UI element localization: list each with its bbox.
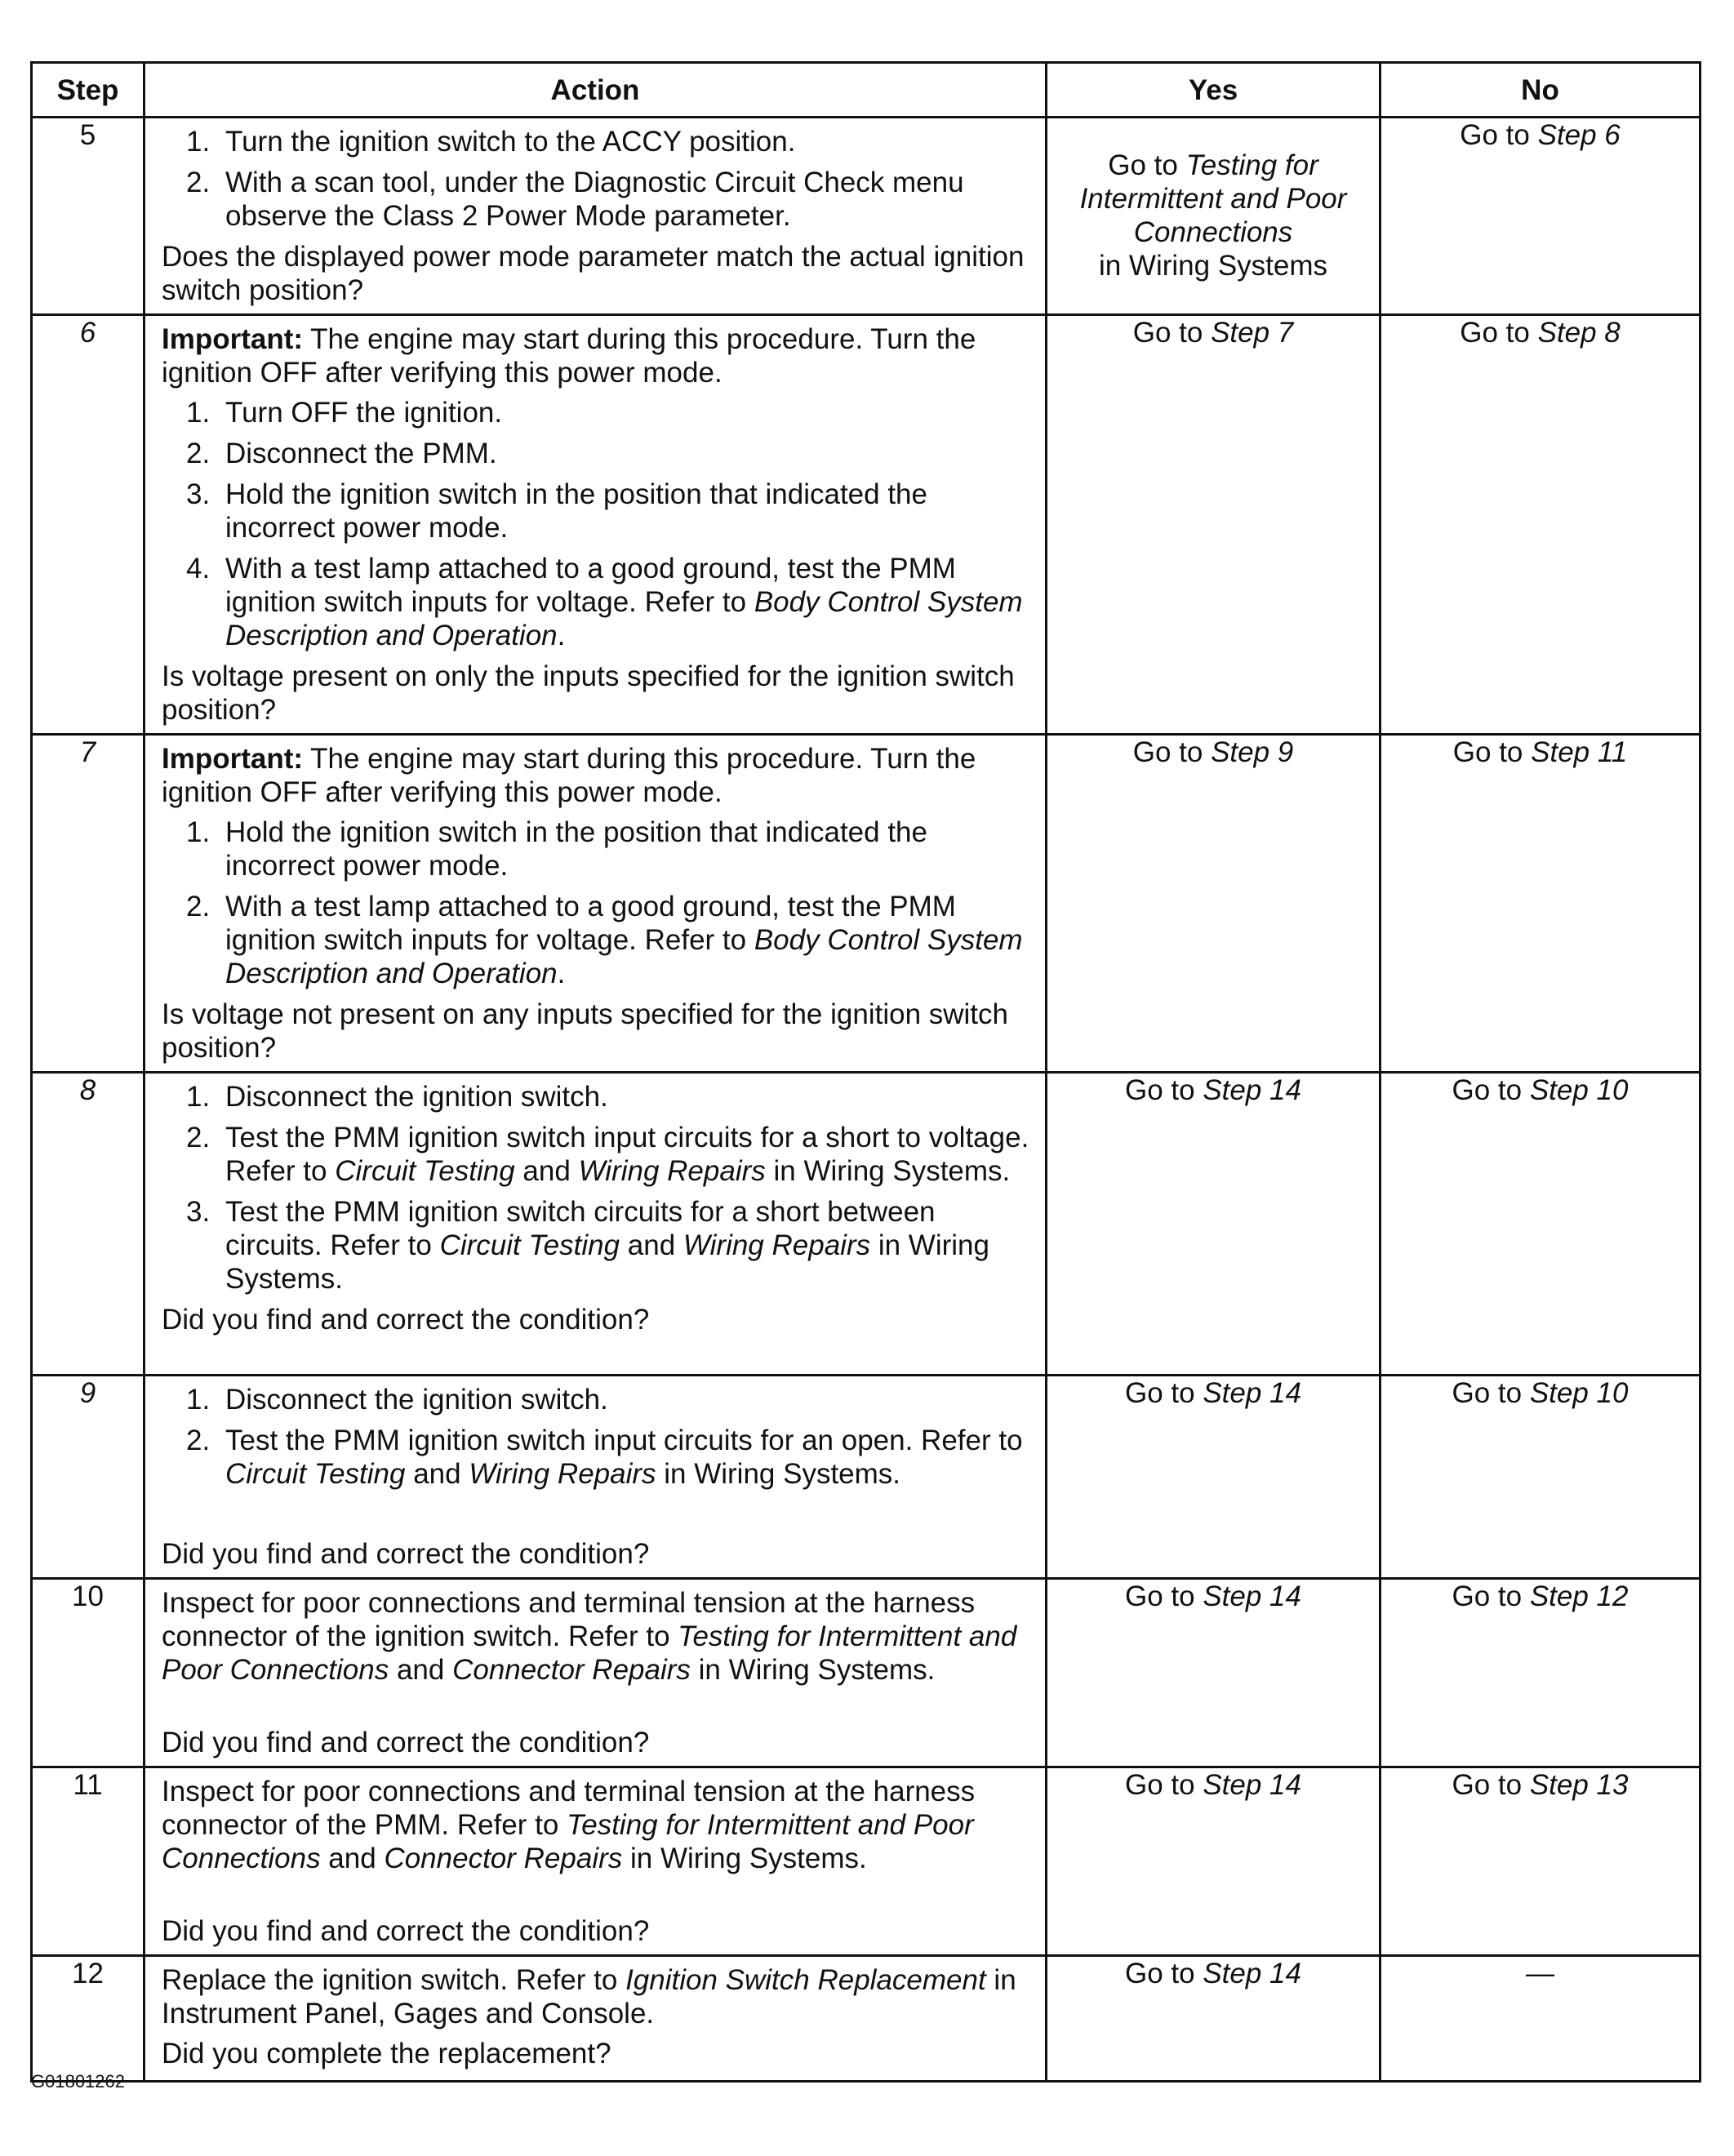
no-cell[interactable]: Go to Step 6	[1381, 118, 1701, 315]
yes-link: Step 9	[1211, 736, 1294, 768]
reference-link[interactable]: Circuit Testing	[439, 1229, 620, 1261]
yes-cell[interactable]: Go to Step 14	[1047, 1767, 1381, 1956]
yes-cell[interactable]: Go to Step 14	[1047, 1073, 1381, 1376]
action-list	[162, 1383, 1034, 1491]
step-number: 8	[32, 1073, 144, 1376]
important-note: Important: The engine may start during this procedure. Turn the ignition OFF after verifying this power mode.	[162, 743, 976, 808]
table-row	[32, 1376, 1701, 1579]
yes-cell[interactable]: Go to Step 7	[1047, 315, 1381, 735]
list-item: 3. Test the PMM ignition switch circuits for a short between circuits. Refer to Circuit Testing and Wiring Repairs in Wiring Systems.	[186, 1196, 989, 1295]
yes-cell[interactable]: Go to Step 14	[1047, 1376, 1381, 1579]
reference-link[interactable]: Body Control System Description and Operation	[225, 586, 1023, 651]
action-text: Replace the ignition switch. Refer to Ignition Switch Replacement in Instrument Panel, Gages and Console.	[162, 1964, 1016, 2029]
reference-link[interactable]: Ignition Switch Replacement	[625, 1964, 986, 1996]
table-row	[32, 118, 1701, 315]
yes-cell[interactable]: Go to Step 14	[1047, 1956, 1381, 2082]
question-text: Does the displayed power mode parameter match the actual ignition switch position?	[162, 241, 1025, 306]
reference-link[interactable]: Wiring Repairs	[469, 1458, 656, 1490]
question-text: Is voltage not present on any inputs specified for the ignition switch position?	[162, 998, 1008, 1064]
reference-link[interactable]: Testing for Intermittent and Poor Connections	[162, 1809, 974, 1874]
action-cell	[144, 118, 1047, 315]
no-cell[interactable]: Go to Step 10	[1381, 1376, 1701, 1579]
no-link: Step 10	[1529, 1074, 1629, 1106]
yes-cell[interactable]: Go to Step 9	[1047, 735, 1381, 1073]
list-item: 1. Turn OFF the ignition.	[186, 397, 503, 429]
action-cell	[144, 1376, 1047, 1579]
action-cell	[144, 735, 1047, 1073]
list-item: 2. Test the PMM ignition switch input circuits for a short to voltage. Refer to Circuit Testing and Wiring Repairs in Wiring Systems.	[186, 1122, 1029, 1187]
table-row	[32, 315, 1701, 735]
reference-link[interactable]: Circuit Testing	[335, 1155, 515, 1187]
yes-cell[interactable]: Go to Step 14	[1047, 1579, 1381, 1767]
header-step: Step	[32, 63, 144, 118]
action-cell	[144, 1956, 1047, 2082]
action-cell	[144, 315, 1047, 735]
important-note: Important: The engine may start during this procedure. Turn the ignition OFF after verifying this power mode.	[162, 323, 976, 389]
step-number: 9	[32, 1376, 144, 1579]
dash-mark: —	[1526, 1958, 1554, 1989]
table-row	[32, 1073, 1701, 1376]
reference-link[interactable]: Body Control System Description and Operation	[225, 924, 1023, 989]
table-row	[32, 1767, 1701, 1956]
action-list	[162, 396, 1034, 652]
list-item: 1. Turn the ignition switch to the ACCY position.	[186, 126, 796, 158]
yes-link: Step 14	[1203, 1958, 1301, 1989]
list-item: 2. With a scan tool, under the Diagnostic Circuit Check menu observe the Class 2 Power Mode parameter.	[186, 167, 964, 232]
yes-link: Step 14	[1203, 1377, 1301, 1409]
reference-link[interactable]: Circuit Testing	[225, 1458, 406, 1490]
no-link: Step 13	[1529, 1769, 1629, 1801]
no-cell[interactable]: Go to Step 13	[1381, 1767, 1701, 1956]
yes-link: Step 14	[1203, 1074, 1301, 1106]
reference-link[interactable]: Connector Repairs	[452, 1654, 691, 1686]
table-row	[32, 735, 1701, 1073]
action-list	[162, 816, 1034, 990]
question-text: Did you find and correct the condition?	[162, 1915, 650, 1947]
table-row	[32, 1956, 1701, 2082]
yes-link: Step 7	[1211, 317, 1294, 349]
list-item: 2. Disconnect the PMM.	[186, 438, 497, 469]
header-yes: Yes	[1047, 63, 1381, 118]
no-cell[interactable]: Go to Step 10	[1381, 1073, 1701, 1376]
action-list	[162, 1080, 1034, 1296]
list-item: 1. Disconnect the ignition switch.	[186, 1081, 608, 1113]
yes-cell[interactable]: Go to Testing for Intermittent and Poor Connections in Wiring Systems	[1047, 118, 1381, 315]
no-link: Step 11	[1531, 736, 1628, 768]
step-number: 12	[32, 1956, 144, 2082]
no-link: Step 8	[1537, 317, 1621, 349]
step-number: 10	[32, 1579, 144, 1767]
action-text: Inspect for poor connections and terminal tension at the harness connector of the ignition switch. Refer to Testing for Intermittent and Poor Connections and Connector Repairs in Wiring Systems.	[162, 1587, 1017, 1686]
step-number: 11	[32, 1767, 144, 1956]
no-cell	[1381, 1956, 1701, 2082]
question-text: Did you find and correct the condition?	[162, 1538, 650, 1570]
list-item: 3. Hold the ignition switch in the position that indicated the incorrect power mode.	[186, 478, 927, 544]
yes-link: Step 14	[1203, 1769, 1301, 1801]
list-item: 1. Disconnect the ignition switch.	[186, 1384, 608, 1416]
reference-link[interactable]: Wiring Repairs	[578, 1155, 766, 1187]
no-cell[interactable]: Go to Step 8	[1381, 315, 1701, 735]
step-number: 5	[32, 118, 144, 315]
yes-link: Testing for Intermittent and Poor Connections	[1079, 149, 1347, 248]
header-action: Action	[144, 63, 1047, 118]
table-row	[32, 1579, 1701, 1767]
list-item: 2. Test the PMM ignition switch input circuits for an open. Refer to Circuit Testing and Wiring Repairs in Wiring Systems.	[186, 1425, 1023, 1490]
step-number: 6	[32, 315, 144, 735]
header-no: No	[1381, 63, 1701, 118]
reference-link[interactable]: Wiring Repairs	[682, 1229, 871, 1261]
question-text: Did you complete the replacement?	[162, 2038, 611, 2069]
reference-link[interactable]: Connector Repairs	[384, 1843, 623, 1874]
list-item: 1. Hold the ignition switch in the position that indicated the incorrect power mode.	[186, 816, 927, 882]
no-cell[interactable]: Go to Step 11	[1381, 735, 1701, 1073]
reference-link[interactable]: Testing for Intermittent and Poor Connections	[162, 1620, 1017, 1686]
question-text: Is voltage present on only the inputs specified for the ignition switch position?	[162, 660, 1015, 726]
figure-id: G01801262	[31, 2071, 125, 2092]
action-cell	[144, 1767, 1047, 1956]
action-text: Inspect for poor connections and terminal tension at the harness connector of the PMM. Refer to Testing for Intermittent and Poor Connections and Connector Repairs in Wiring Systems.	[162, 1776, 976, 1874]
no-link: Step 10	[1529, 1377, 1629, 1409]
list-item: 4. With a test lamp attached to a good ground, test the PMM ignition switch inputs for voltage. Refer to Body Control System Description and Operation.	[186, 553, 1023, 651]
no-link: Step 6	[1537, 119, 1621, 151]
question-text: Did you find and correct the condition?	[162, 1727, 650, 1758]
list-item: 2. With a test lamp attached to a good ground, test the PMM ignition switch inputs for voltage. Refer to Body Control System Description and Operation.	[186, 891, 1023, 989]
yes-link: Step 14	[1203, 1580, 1301, 1612]
action-cell	[144, 1073, 1047, 1376]
header-row	[32, 63, 1701, 118]
diagnostic-table	[30, 61, 1701, 2083]
no-cell[interactable]: Go to Step 12	[1381, 1579, 1701, 1767]
step-number: 7	[32, 735, 144, 1073]
no-link: Step 12	[1529, 1580, 1629, 1612]
action-cell	[144, 1579, 1047, 1767]
action-list	[162, 125, 1034, 233]
question-text: Did you find and correct the condition?	[162, 1304, 650, 1336]
